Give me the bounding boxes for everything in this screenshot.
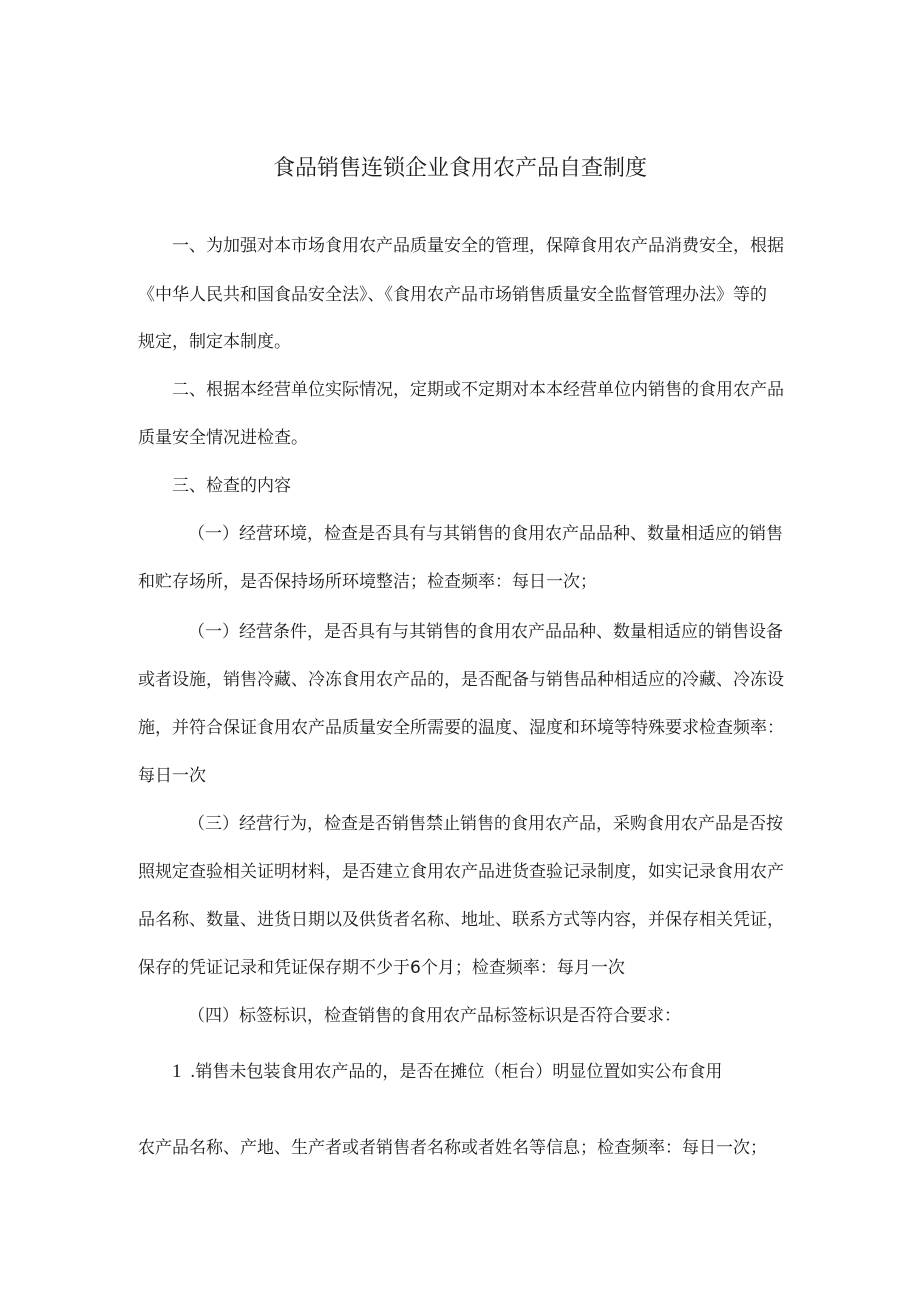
subitem-1-line-1: .销售未包装食用农产品的，是否在摊位（柜台）明显位置如实公布食用 — [190, 1062, 723, 1082]
section-3-heading: 三、检查的内容 — [172, 476, 291, 496]
item-2-line-4: 每日一次 — [138, 766, 206, 786]
paragraph-2-line-1: 二、根据本经营单位实际情况，定期或不定期对本本经营单位内销售的食用农产品 — [172, 380, 784, 400]
paragraph-2-line-2: 质量安全情况进检查。 — [138, 428, 308, 448]
item-2-line-1: （一）经营条件，是否具有与其销售的食用农产品品种、数量相适应的销售设备 — [188, 622, 783, 642]
item-3-line-1: （三）经营行为，检查是否销售禁止销售的食用农产品，采购食用农产品是否按 — [188, 814, 783, 834]
paragraph-1-line-1: 一、为加强对本市场食用农产品质量安全的管理，保障食用农产品消费安全，根据 — [172, 236, 784, 256]
subitem-number: 1 — [172, 1061, 182, 1082]
item-1-line-1: （一）经营环境，检查是否具有与其销售的食用农产品品种、数量相适应的销售 — [188, 524, 783, 544]
item-4-line-1: （四）标签标识，检查销售的食用农产品标签标识是否符合要求： — [188, 1006, 681, 1026]
item-2-line-3: 施，并符合保证食用农产品质量安全所需要的温度、湿度和环境等特殊要求检查频率： — [138, 718, 784, 738]
item-2-line-2: 或者设施，销售冷藏、冷冻食用农产品的，是否配备与销售品种相适应的冷藏、冷冻设 — [138, 670, 784, 690]
item-1-line-2: 和贮存场所，是否保持场所环境整洁；检查频率：每日一次； — [138, 572, 597, 592]
document-title: 食品销售连锁企业食用农产品自查制度 — [272, 156, 647, 181]
item-3-line-4: 保存的凭证记录和凭证保存期不少于6个月；检查频率：每月一次 — [138, 958, 625, 978]
item-3-line-3: 品名称、数量、进货日期以及供货者名称、地址、联系方式等内容，并保存相关凭证， — [138, 910, 784, 930]
subitem-1-line-2: 农产品名称、产地、生产者或者销售者名称或者姓名等信息；检查频率：每日一次； — [138, 1138, 767, 1158]
paragraph-1-line-2: 《中华人民共和国食品安全法》、《食用农产品市场销售质量安全监督管理办法》等的 — [138, 285, 767, 305]
item-3-line-2: 照规定查验相关证明材料，是否建立食用农产品进货查验记录制度，如实记录食用农产 — [138, 862, 784, 882]
paragraph-1-line-3: 规定，制定本制度。 — [138, 332, 291, 352]
